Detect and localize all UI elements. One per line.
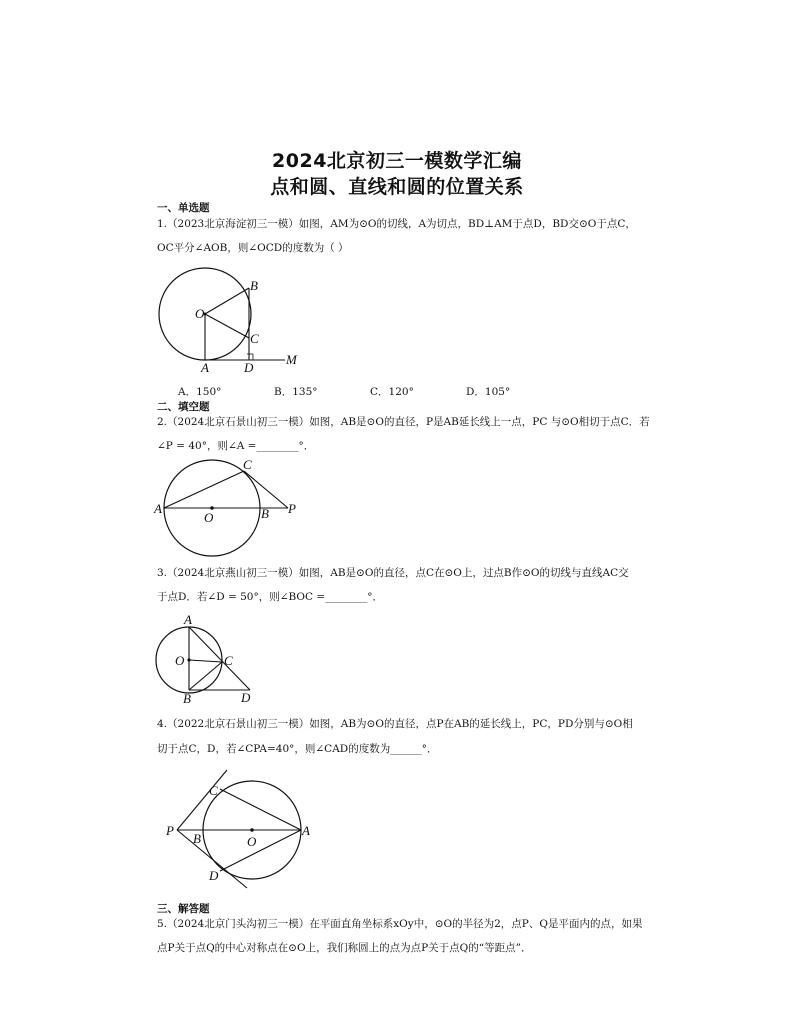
q1-option-d: D．105° (466, 386, 511, 398)
q4-label-d: D (209, 868, 219, 883)
q3-label-b: B (183, 691, 191, 706)
q1-option-c: C．120° (370, 386, 414, 398)
q4-label-p: P (166, 823, 174, 838)
document-subtitle: 点和圆、直线和圆的位置关系 (270, 176, 524, 198)
q3-figure (150, 610, 260, 706)
q4-label-c: C (209, 783, 218, 798)
q1-label-d: D (244, 360, 254, 375)
section-heading-solution: 三、解答题 (157, 903, 210, 915)
q1-figure (155, 266, 305, 376)
q2-label-a: A (154, 501, 162, 516)
q2-label-p: P (288, 501, 296, 516)
q1-label-a: A (201, 360, 209, 375)
q1-label-c: C (250, 331, 259, 346)
section-heading-single-choice: 一、单选题 (157, 202, 210, 214)
q2-text-line2: ∠P = 40°，则∠A =________°． (157, 440, 315, 452)
q3-label-d: D (241, 690, 251, 705)
q3-text-line2: 于点D．若∠D = 50°，则∠BOC =________°． (157, 591, 383, 603)
q2-text-line1: 2.（2024北京石景山初三一模）如图，AB是⊙O的直径，P是AB延长线上一点，PC 与⊙O相切于点C．若 (157, 416, 650, 428)
q3-label-a: A (184, 612, 192, 627)
q4-label-a: A (302, 823, 310, 838)
q3-label-c: C (224, 653, 233, 668)
q4-figure (160, 768, 330, 896)
q1-text-line2: OC平分∠AOB，则∠OCD的度数为（ ） (157, 242, 349, 254)
q1-label-b: B (250, 278, 258, 293)
q1-option-b: B．135° (274, 386, 318, 398)
q1-label-m: M (286, 352, 297, 367)
q3-label-o: O (175, 653, 185, 668)
q2-label-c: C (243, 457, 252, 472)
q4-label-o: O (247, 834, 257, 849)
q4-label-b: B (193, 831, 201, 846)
q2-label-b: B (261, 506, 269, 521)
section-heading-fill-blank: 二、填空题 (157, 401, 210, 413)
q4-text-line1: 4.（2022北京石景山初三一模）如图，AB为⊙O的直径，点P在AB的延长线上，PC，PD分别与⊙O相 (157, 718, 633, 730)
q2-label-o: O (204, 510, 214, 525)
q5-text-line2: 点P关于点Q的中心对称点在⊙O上，我们称圆上的点为点P关于点Q的“等距点”． (157, 942, 532, 954)
q1-option-a: A．150° (178, 386, 222, 398)
q2-figure (152, 456, 312, 558)
q5-text-line1: 5.（2024北京门头沟初三一模）在平面直角坐标系xOy中，⊙O的半径为2，点P、Q是平面内的点，如果 (157, 918, 643, 930)
q1-label-o: O (195, 306, 205, 321)
q4-text-line2: 切于点C，D，若∠CPA=40°，则∠CAD的度数为______°． (157, 743, 438, 755)
q3-text-line1: 3.（2024北京燕山初三一模）如图，AB是⊙O的直径，点C在⊙O上，过点B作⊙O的切线与直线AC交 (157, 567, 629, 579)
q1-text-line1: 1.（2023北京海淀初三一模）如图，AM为⊙O的切线，A为切点，BD⊥AM于点D，BD交⊙O于点C， (157, 218, 636, 230)
document-title: 2024北京初三一模数学汇编 (272, 150, 522, 172)
